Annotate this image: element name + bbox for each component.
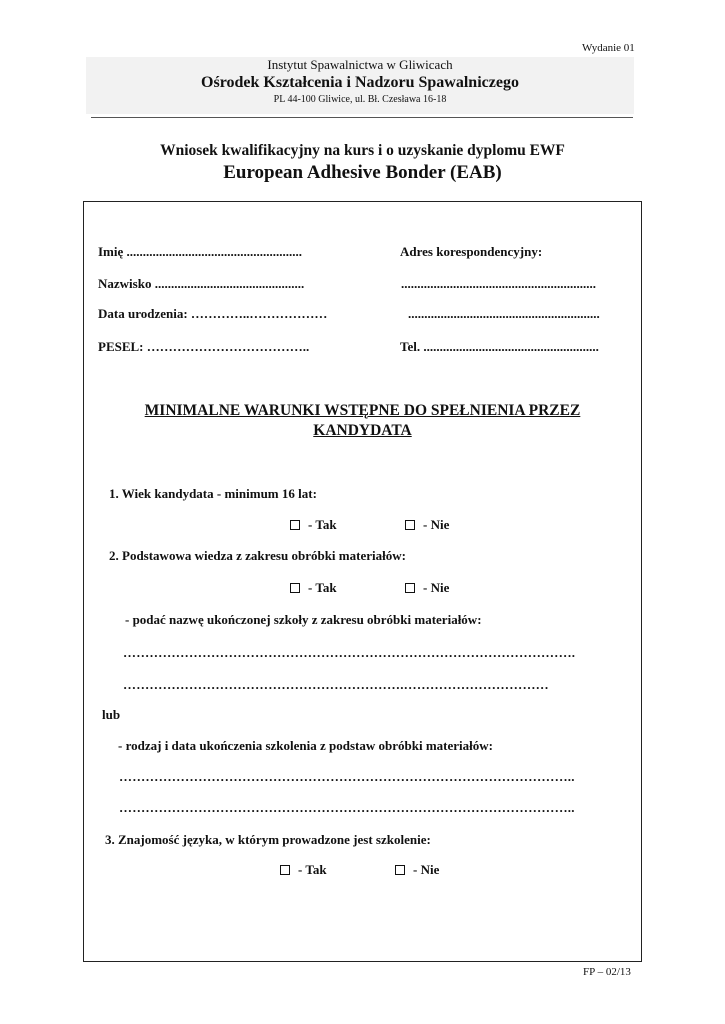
school-prompt: - podać nazwę ukończonej szkoły z zakresu obróbki materiałów: (125, 612, 482, 627)
address-line-2[interactable]: ........................................................... (408, 306, 600, 321)
training-prompt: - rodzaj i data ukończenia szkolenia z podstaw obróbki materiałów: (118, 738, 493, 753)
checkbox-icon[interactable] (405, 583, 415, 593)
address-label: Adres korespondencyjny: (400, 244, 543, 259)
institute-name: Instytut Spawalnictwa w Gliwicach (267, 57, 453, 72)
checkbox-icon[interactable] (280, 865, 290, 875)
birth-date-field[interactable]: Data urodzenia: …………..……………… (98, 306, 328, 321)
requirements-heading-line-2: KANDYDATA (313, 422, 412, 439)
option-yes-label: - Tak (298, 862, 327, 877)
name-field[interactable]: Imię ...................................................... (98, 244, 303, 259)
option-1-yes[interactable] (290, 517, 337, 533)
option-no-label: - Nie (413, 862, 440, 877)
option-2-no[interactable] (405, 580, 449, 596)
checkbox-icon[interactable] (290, 583, 300, 593)
checkbox-icon[interactable] (405, 520, 415, 530)
requirement-2: 2. Podstawowa wiedza z zakresu obróbki materiałów: (109, 548, 406, 563)
training-line-2[interactable]: ………………………………………………………………………………………….. (119, 800, 575, 815)
surname-field[interactable]: Nazwisko .............................................. (98, 276, 305, 291)
center-name: Ośrodek Kształcenia i Nadzoru Spawalniczego (201, 74, 519, 91)
checkbox-icon[interactable] (395, 865, 405, 875)
pesel-field[interactable]: PESEL: ……………………………….. (98, 339, 310, 354)
phone-field[interactable]: Tel. ...................................................... (400, 339, 599, 354)
address-line-1[interactable]: ............................................................ (401, 276, 596, 291)
header-divider (91, 117, 633, 118)
option-no-label: - Nie (423, 517, 450, 532)
institute-address: PL 44-100 Gliwice, ul. Bł. Czesława 16-18 (273, 94, 447, 105)
or-label: lub (102, 707, 121, 722)
school-line-1[interactable]: …………………………………………………………………………………………. (123, 645, 576, 660)
option-1-no[interactable] (405, 517, 449, 533)
option-2-yes[interactable] (290, 580, 337, 596)
form-title: Wniosek kwalifikacyjny na kurs i o uzyskanie dyplomu EWF (160, 142, 565, 159)
training-line-1[interactable]: ………………………………………………………………………………………….. (119, 769, 575, 784)
option-yes-label: - Tak (308, 580, 337, 595)
requirement-3: 3. Znajomość języka, w którym prowadzone jest szkolenie: (105, 832, 431, 847)
requirements-heading (83, 401, 642, 441)
course-name: European Adhesive Bonder (EAB) (223, 162, 502, 183)
option-no-label: - Nie (423, 580, 450, 595)
option-yes-label: - Tak (308, 517, 337, 532)
option-3-no[interactable] (395, 862, 439, 878)
requirement-1: 1. Wiek kandydata - minimum 16 lat: (109, 486, 317, 501)
form-code: FP – 02/13 (583, 966, 631, 978)
requirements-heading-line-1: MINIMALNE WARUNKI WSTĘPNE DO SPEŁNIENIA PRZEZ (144, 402, 581, 419)
edition-label: Wydanie 01 (582, 42, 635, 54)
option-3-yes[interactable] (280, 862, 327, 878)
checkbox-icon[interactable] (290, 520, 300, 530)
school-line-2[interactable]: ……………………………………………………….…………………………… (123, 677, 549, 692)
